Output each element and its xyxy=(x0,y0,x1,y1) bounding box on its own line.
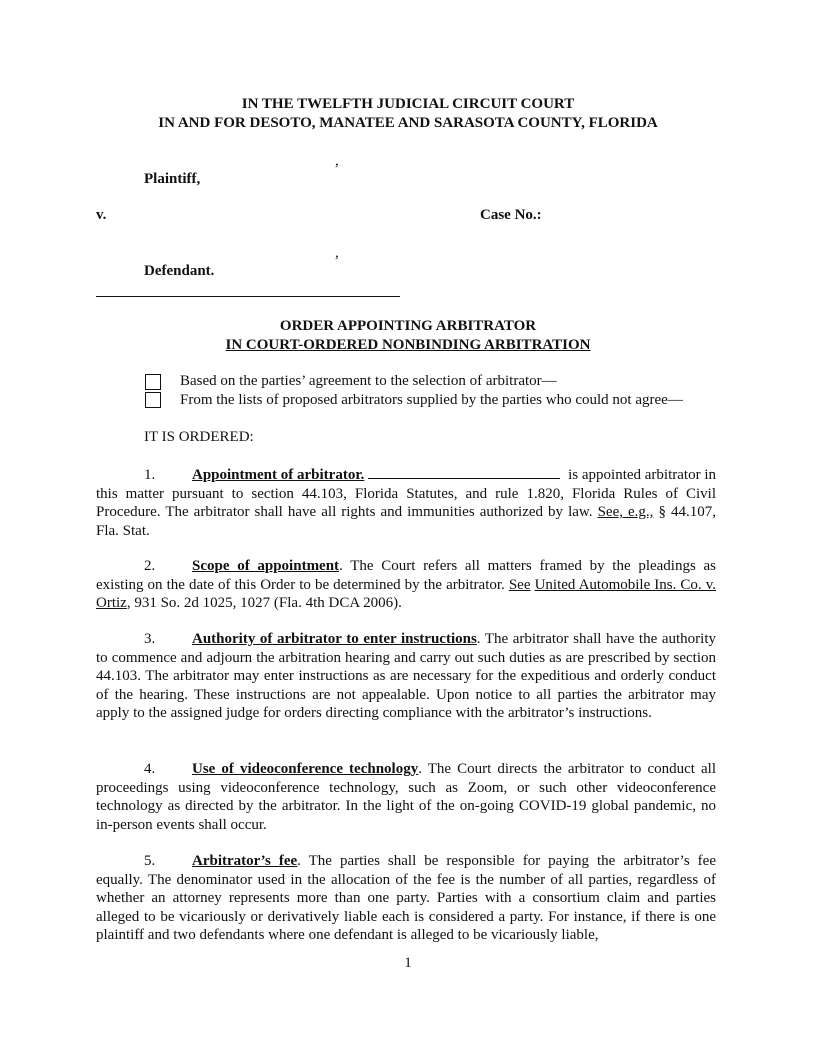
defendant-label: Defendant. xyxy=(144,263,215,279)
order-subtitle: IN COURT-ORDERED NONBINDING ARBITRATION xyxy=(225,337,591,353)
citation-signal: See, e.g., xyxy=(597,504,654,521)
paragraph-heading: Appointment of arbitrator. xyxy=(192,467,365,483)
agreement-option-label: Based on the parties’ agreement to the selection of arbitrator— xyxy=(180,373,557,389)
plaintiff-label: Plaintiff, xyxy=(144,171,201,187)
paragraph-number: 5. xyxy=(144,853,156,869)
court-heading-line1: IN THE TWELFTH JUDICIAL CIRCUIT COURT xyxy=(241,96,575,112)
court-heading-line2: IN AND FOR DESOTO, MANATEE AND SARASOTA COUNTY, FLORIDA xyxy=(158,115,658,131)
lists-checkbox[interactable] xyxy=(145,392,161,408)
paragraph-heading: Use of videoconference technology xyxy=(192,761,419,777)
paragraph-number: 3. xyxy=(144,631,156,647)
paragraph-text: is appointed arbitrator in this matter pursuant to section 44.103, Florida Statutes, and rule 1.820, Florida Rules of Civil Procedure. The arbitrator shall have all rights and immunities authorized by law. xyxy=(96,467,716,521)
agreement-checkbox[interactable] xyxy=(145,374,161,390)
paragraph-2 xyxy=(96,557,716,613)
paragraph-3 xyxy=(96,630,716,723)
lists-option-label: From the lists of proposed arbitrators supplied by the parties who could not agree— xyxy=(180,392,683,408)
paragraph-text: . The parties shall be responsible for paying the arbitrator’s fee equally. The denominator used in the allocation of the fee is the number of all parties, regardless of whether an attorney represents more than one party. Parties with a consortium claim and parties alleged to be vicariously or derivatively liable each is considered a party. For instance, if there is one plaintiff and two defendants where one defendant is alleged to be vicariously liable, xyxy=(96,853,716,944)
paragraph-text: . The arbitrator shall have the authority to commence and adjourn the arbitration hearing and carry out such duties as are prescribed by section 44.103. The arbitrator may enter instructions as are necessary for the expeditious and orderly conduct of the hearing. These instructions are not appealable. Upon notice to all parties the arbitrator may apply to the assigned judge for orders directing compliance with the arbitrator’s instructions. xyxy=(96,631,716,722)
paragraph-number: 1. xyxy=(144,467,156,483)
paragraph-number: 2. xyxy=(144,558,156,574)
paragraph-heading: Scope of appointment xyxy=(192,558,340,574)
paragraph-5 xyxy=(96,852,716,945)
order-title: ORDER APPOINTING ARBITRATOR xyxy=(279,318,537,334)
arbitrator-name-blank[interactable] xyxy=(368,465,560,479)
paragraph-heading: Authority of arbitrator to enter instructions xyxy=(192,631,477,647)
case-name: United Automobile Ins. Co. v. Ortiz xyxy=(96,576,716,612)
plaintiff-name-comma: , xyxy=(335,153,339,169)
it-is-ordered: IT IS ORDERED: xyxy=(144,429,254,445)
paragraph-1 xyxy=(96,465,716,540)
paragraph-text: . The Court refers all matters framed by the pleadings as existing on the date of this Order to be determined by the arbitrator. xyxy=(96,558,716,593)
statute-citation: § 44.107, Fla. Stat. xyxy=(96,504,716,539)
paragraph-text: . The Court directs the arbitrator to conduct all proceedings using videoconference technology, such as Zoom, or such other videoconference technology as directed by the arbitrator. In the light of the on-going COVID-19 global pandemic, no in-person events shall occur. xyxy=(96,761,716,833)
caption-divider xyxy=(96,296,400,297)
versus-label: v. xyxy=(96,207,107,223)
defendant-name-comma: , xyxy=(335,245,339,261)
page-number: 1 xyxy=(404,955,412,971)
paragraph-4 xyxy=(96,760,716,834)
case-number-label: Case No.: xyxy=(480,207,542,223)
case-citation: , 931 So. 2d 1025, 1027 (Fla. 4th DCA 2006). xyxy=(126,595,402,612)
paragraph-heading: Arbitrator’s fee xyxy=(192,853,298,869)
paragraph-number: 4. xyxy=(144,761,156,777)
citation-signal: See xyxy=(508,576,531,593)
